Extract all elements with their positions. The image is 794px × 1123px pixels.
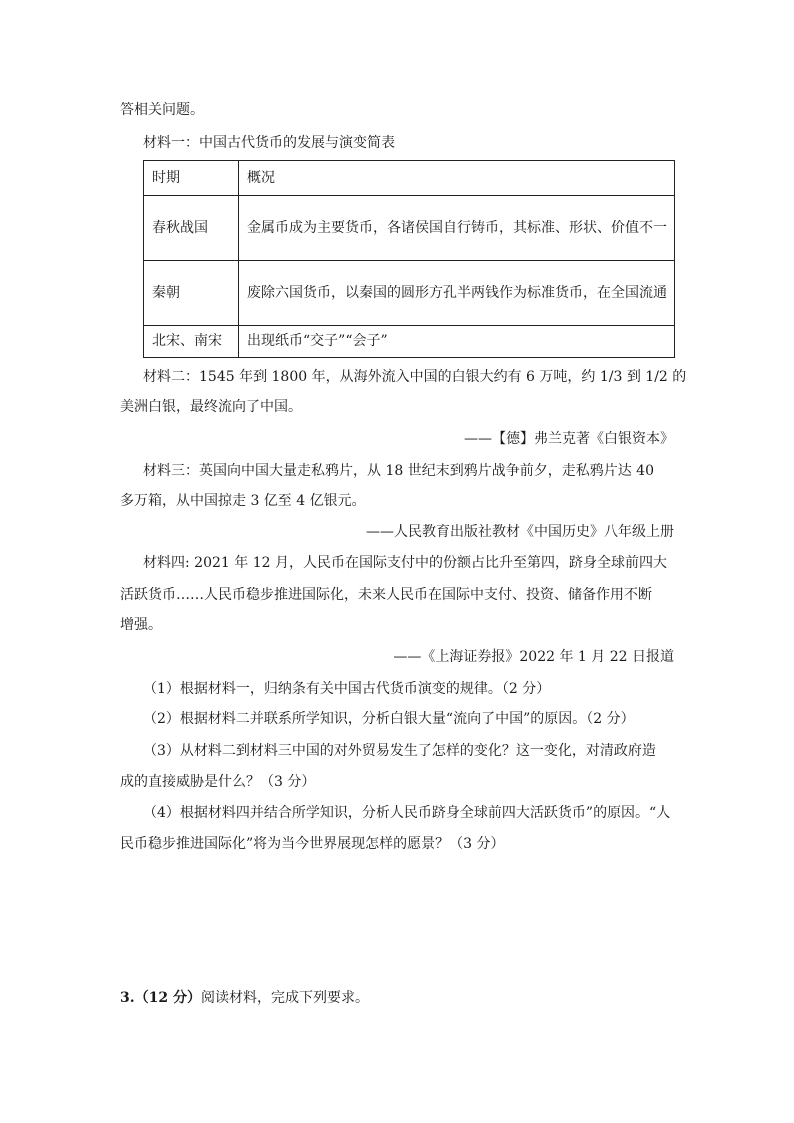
- material4-line2: 活跃货币……人民币稳步推进国际化，未来人民币在国际中支付、投资、储备作用不断: [120, 587, 652, 603]
- material2-line2: 美洲白银，最终流向了中国。: [120, 399, 302, 415]
- next-question-text: 阅读材料，完成下列要求。: [200, 990, 369, 1006]
- material4-source: ——《上海证券报》2022 年 1 月 22 日报道: [393, 649, 674, 665]
- table-row: [144, 261, 675, 326]
- next-question: [120, 988, 369, 1008]
- table-cell-period: 春秋战国: [144, 196, 239, 261]
- table-header-summary: 概况: [239, 161, 675, 196]
- material4-line3: 增强。: [120, 617, 162, 633]
- material3-source: ——人民教育出版社教材《中国历史》八年级上册: [366, 524, 674, 540]
- question-2: （2）根据材料二并联系所学知识，分析白银大量“流向了中国”的原因。（2 分）: [143, 711, 635, 727]
- material2-source: ——【德】弗兰克著《白银资本》: [464, 431, 674, 447]
- question-4-line1: （4）根据材料四并结合所学知识，分析人民币跻身全球前四大活跃货币”的原因。“人: [143, 805, 671, 821]
- material2-line1: 材料二：1545 年到 1800 年，从海外流入中国的白银大约有 6 万吨，约 1/3 到 1/2 的: [143, 369, 687, 385]
- table-row: [144, 196, 675, 261]
- table-cell-summary: [239, 261, 675, 326]
- question-4-line2: 民币稳步推进国际化”将为当今世界展现怎样的愿景？（3 分）: [120, 836, 505, 852]
- table-row: [144, 326, 675, 358]
- table-header-row: [144, 161, 675, 196]
- material3-line1: 材料三：英国向中国大量走私鸦片，从 18 世纪末到鸦片战争前夕，走私鸦片达 40: [143, 463, 654, 479]
- table-cell-summary: [239, 196, 675, 261]
- table-cell-summary: 出现纸币“交子”“会子”: [239, 326, 675, 358]
- material1-caption: 材料一：中国古代货币的发展与演变简表: [143, 135, 395, 151]
- material3-line2: 多万箱，从中国掠走 3 亿至 4 亿银元。: [120, 493, 366, 509]
- next-question-number: 3.: [120, 990, 135, 1006]
- intro-text: 答相关问题。: [120, 102, 204, 118]
- table-header-period: 时期: [144, 161, 239, 196]
- material4-line1: 材料四: 2021 年 12 月，人民币在国际支付中的份额占比升至第四，跻身全球前四大: [143, 555, 667, 571]
- table-cell-summary-text: 废除六国货币，以秦国的圆形方孔半两钱作为标准货币，在全国流通: [247, 284, 667, 301]
- currency-table: [143, 160, 675, 358]
- question-3-line1: （3）从材料二到材料三中国的对外贸易发生了怎样的变化？这一变化，对清政府造: [143, 743, 656, 759]
- question-3-line2: 成的直接威胁是什么？（3 分）: [120, 774, 316, 790]
- next-question-score: （12 分）: [134, 990, 201, 1006]
- question-1: （1）根据材料一，归纳条有关中国古代货币演变的规律。（2 分）: [143, 681, 551, 697]
- table-cell-period: 秦朝: [144, 261, 239, 326]
- table-cell-period: 北宋、南宋: [144, 326, 239, 358]
- table-cell-summary-text: 金属币成为主要货币，各诸侯国自行铸币，其标准、形状、价值不一: [247, 219, 667, 236]
